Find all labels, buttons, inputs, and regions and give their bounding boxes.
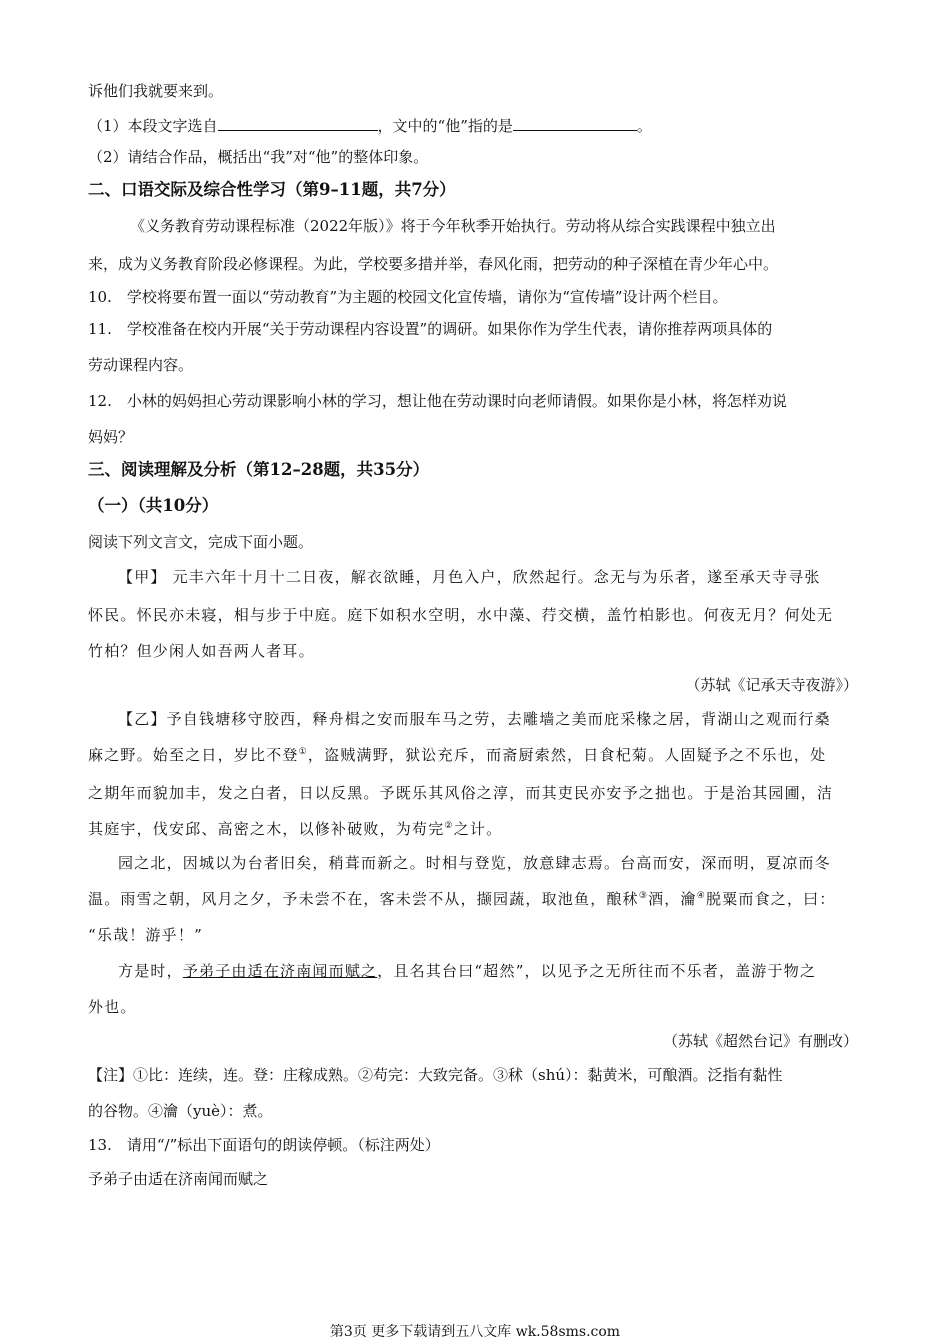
reading-instruction: 阅读下列文言文，完成下面小题。	[88, 533, 314, 551]
subsection-1-title: （一）（共10分）	[88, 496, 219, 515]
passage-text: 温。雨雪之朝，风月之夕，予未尝不在，客未尝不从，撷园蔬，取池鱼，酿秫	[88, 890, 639, 908]
passage-yi-p2-line-2	[88, 888, 858, 910]
answer-blank-source[interactable]	[218, 114, 378, 131]
passage-text: 酒，瀹	[648, 890, 697, 908]
passage-yi-line-1: 【乙】予自钱塘移守胶西，释舟楫之安而服车马之劳，去雕墙之美而庇采椽之居，背湖山之观而行桑	[118, 710, 831, 728]
underlined-sentence: 予弟子由适在济南闻而赋之	[182, 962, 378, 980]
notes-line-2: 的谷物。④瀹（yuè）：煮。	[88, 1102, 273, 1120]
page-footer: 第3页 更多下载请到五八文库 wk.58sms.com	[329, 1324, 621, 1340]
question-11-line-2: 劳动课程内容。	[88, 356, 194, 374]
passage-yi-p3-line-1	[118, 960, 858, 982]
passage-yi-line-2	[88, 744, 858, 766]
passage-text: 之计。	[453, 820, 503, 838]
passage-text: ，且名其台曰“超然”，以见予之无所往而不乐者，盖游于物之	[377, 962, 817, 980]
footnote-marker: ④	[696, 891, 706, 901]
q1-prefix: （1）本段文字选自	[88, 117, 218, 135]
passage-jia-line-2: 怀民。怀民亦未寝，相与步于中庭。庭下如积水空明，水中藻、荇交横，盖竹柏影也。何夜无月？何处无	[88, 606, 834, 624]
footnote-marker: ②	[444, 821, 454, 831]
passage-text: 其庭宇，伐安邱、高密之木，以修补破败，为苟完	[88, 820, 445, 838]
passage-yi-line-3: 之期年而貌加丰，发之白者，日以反黑。予既乐其风俗之淳，而其吏民亦安予之拙也。于是治其园圃，洁	[88, 784, 834, 802]
passage-jia-line-3: 竹柏？但少闲人如吾两人者耳。	[88, 642, 315, 660]
answer-blank-person[interactable]	[513, 114, 637, 131]
footnote-marker: ③	[638, 891, 649, 901]
section-2-intro-line-1: 《义务教育劳动课程标准（2022年版）》将于今年秋季开始执行。劳动将从综合实践课程中独立出	[130, 217, 776, 235]
passage-text: 麻之野。始至之日，岁比不登	[88, 746, 299, 764]
passage-yi-line-4	[88, 818, 858, 840]
question-12-line-2: 妈妈？	[88, 428, 134, 446]
question-13-sentence: 予弟子由适在济南闻而赋之	[88, 1170, 269, 1188]
passage-yi-source: （苏轼《超然台记》有删改）	[662, 1032, 858, 1050]
continued-text-line: 诉他们我就要来到。	[88, 82, 224, 100]
question-11-line-1: 11. 学校准备在校内开展“关于劳动课程内容设置”的调研。如果你作为学生代表，请你推荐两项具体的	[88, 320, 773, 338]
passage-yi-p2-line-1: 园之北，因城以为台者旧矣，稍葺而新之。时相与登览，放意肆志焉。台高而安，深而明，夏凉而冬	[118, 854, 831, 872]
footnote-marker: ①	[298, 747, 308, 757]
notes-line-1: 【注】①比：连续，连。登：庄稼成熟。②苟完：大致完备。③秫（shú）：黏黄米，可酿酒。泛指有黏性	[88, 1066, 783, 1084]
passage-yi-p2-line-3: “乐哉！游乎！”	[88, 926, 203, 944]
question-10: 10. 学校将要布置一面以“劳动教育”为主题的校园文化宣传墙，请你为“宣传墙”设计两个栏目。	[88, 288, 728, 306]
passage-text: 脱粟而食之，曰：	[705, 890, 836, 908]
question-12-line-1: 12. 小林的妈妈担心劳动课影响小林的学习，想让他在劳动课时向老师请假。如果你是小林，将怎样劝说	[88, 392, 787, 410]
passage-yi-p3-line-2: 外也。	[88, 998, 137, 1016]
passage-jia-line-1: 【甲】 元丰六年十月十二日夜，解衣欲睡，月色入户，欣然起行。念无与为乐者，遂至承天寺寻张	[118, 568, 821, 586]
passage-text: 方是时，	[118, 962, 183, 980]
passage-jia-source: （苏轼《记承天寺夜游》）	[685, 676, 858, 694]
section-3-title: 三、阅读理解及分析（第12–28题，共35分）	[88, 460, 430, 479]
q1-middle: ，文中的“他”指的是	[377, 117, 513, 135]
section-2-intro-line-2: 来，成为义务教育阶段必修课程。为此，学校要多措并举，春风化雨，把劳动的种子深植在青少年心中。	[88, 255, 779, 273]
question-2-sub: （2）请结合作品，概括出“我”对“他”的整体印象。	[88, 148, 429, 166]
section-2-title: 二、口语交际及综合性学习（第9–11题，共7分）	[88, 180, 456, 199]
passage-text: ，盗贼满野，狱讼充斥，而斋厨索然，日食杞菊。人固疑予之不乐也，处	[307, 746, 827, 764]
question-1-sub	[88, 114, 858, 137]
question-13: 13. 请用“/”标出下面语句的朗读停顿。（标注两处）	[88, 1136, 440, 1154]
q1-suffix: 。	[636, 117, 652, 135]
